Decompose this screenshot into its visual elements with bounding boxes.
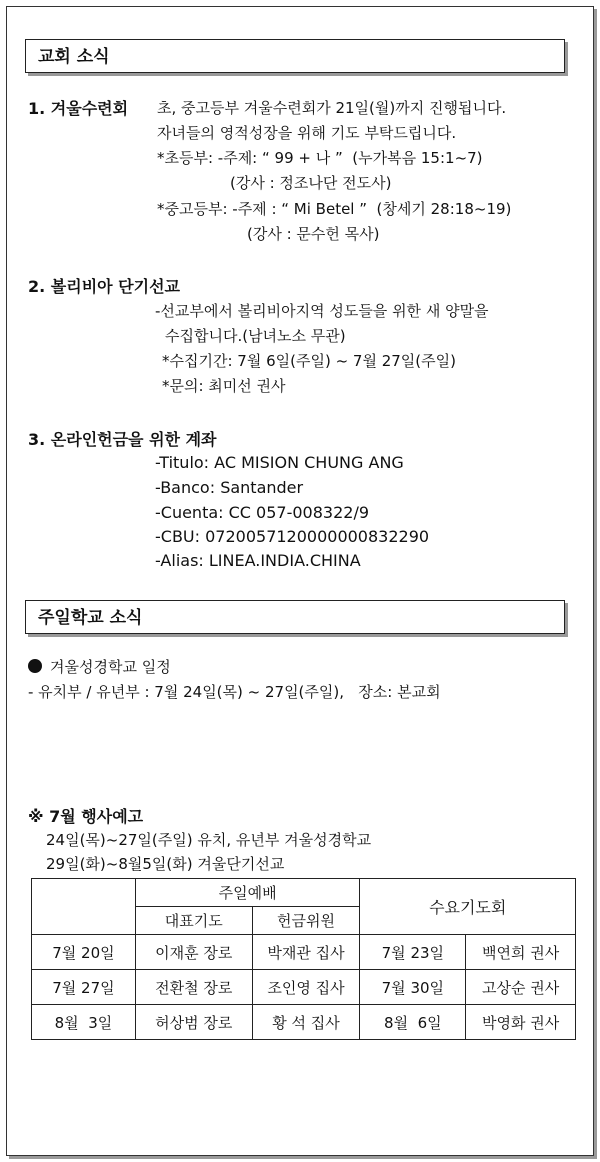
wednesday-leader: 고상순 권사 (466, 970, 576, 1005)
item1-line6: (강사 : 문수헌 목사) (247, 225, 380, 243)
item3-line5: -Alias: LINEA.INDIA.CHINA (155, 551, 361, 570)
sunday-date: 7월 20일 (32, 935, 136, 970)
item1-line2: 자녀들의 영적성장을 위해 기도 부탁드립니다. (157, 124, 457, 142)
wednesday-prayer-header: 수요기도회 (360, 879, 576, 935)
item2-line4: *문의: 최미선 권사 (162, 377, 286, 395)
table-corner-cell (32, 879, 136, 935)
july-events-title: ※ 7월 행사예고 (28, 807, 144, 826)
item3-line4: -CBU: 0720057120000000832290 (155, 527, 430, 546)
item3-line1: -Titulo: AC MISION CHUNG ANG (155, 453, 404, 472)
prayer-header: 대표기도 (135, 907, 252, 935)
sunday-school-bullet: 겨울성경학교 일정 (50, 658, 171, 676)
item2-line2: 수집합니다.(남녀노소 무관) (165, 327, 346, 345)
july-events-line2: 29일(화)~8월5일(화) 겨울단기선교 (46, 855, 285, 873)
offering-member: 조인영 집사 (252, 970, 360, 1005)
item1-line1: 초, 중고등부 겨울수련회가 21일(월)까지 진행됩니다. (157, 99, 507, 117)
church-news-header: 교회 소식 (25, 39, 565, 73)
item2-title: 2. 볼리비아 단기선교 (28, 277, 180, 296)
item2-line1: -선교부에서 볼리비아지역 성도들을 위한 새 양말을 (155, 302, 489, 320)
offering-header: 헌금위원 (252, 907, 360, 935)
prayer-leader: 이재훈 장로 (135, 935, 252, 970)
wednesday-date: 8월 6일 (360, 1005, 466, 1040)
sunday-date: 7월 27일 (32, 970, 136, 1005)
sunday-school-detail: - 유치부 / 유년부 : 7월 24일(목) ~ 27일(주일), 장소: 본교회 (28, 683, 441, 701)
sunday-service-header: 주일예배 (135, 879, 360, 907)
prayer-leader: 전환철 장로 (135, 970, 252, 1005)
item3-title: 3. 온라인헌금을 위한 계좌 (28, 430, 217, 449)
table-row (32, 970, 576, 1005)
wednesday-date: 7월 30일 (360, 970, 466, 1005)
wednesday-leader: 박영화 권사 (466, 1005, 576, 1040)
item3-line3: -Cuenta: CC 057-008322/9 (155, 503, 370, 522)
offering-member: 황 석 집사 (252, 1005, 360, 1040)
sunday-date: 8월 3일 (32, 1005, 136, 1040)
wednesday-date: 7월 23일 (360, 935, 466, 970)
july-events-line1: 24일(목)~27일(주일) 유치, 유년부 겨울성경학교 (46, 831, 372, 849)
sunday-school-header: 주일학교 소식 (25, 600, 565, 634)
item3-line2: -Banco: Santander (155, 478, 304, 497)
item2-line3: *수집기간: 7월 6일(주일) ~ 7월 27일(주일) (162, 352, 456, 370)
item1-title: 1. 겨울수련회 (28, 99, 129, 118)
table-row (32, 1005, 576, 1040)
item1-line5: *중고등부: -주제 : “ Mi Betel ” (창세기 28:18~19) (157, 200, 512, 218)
sunday-school-bullet-line (28, 656, 171, 677)
item1-line4: (강사 : 정조나단 전도사) (230, 174, 392, 192)
schedule-table (31, 878, 576, 1040)
wednesday-leader: 백연희 권사 (466, 935, 576, 970)
prayer-leader: 허상범 장로 (135, 1005, 252, 1040)
bullet-icon (28, 659, 42, 673)
item1-line3: *초등부: -주제: “ 99 + 나 ” (누가복음 15:1~7) (157, 149, 483, 167)
offering-member: 박재관 집사 (252, 935, 360, 970)
table-row (32, 935, 576, 970)
